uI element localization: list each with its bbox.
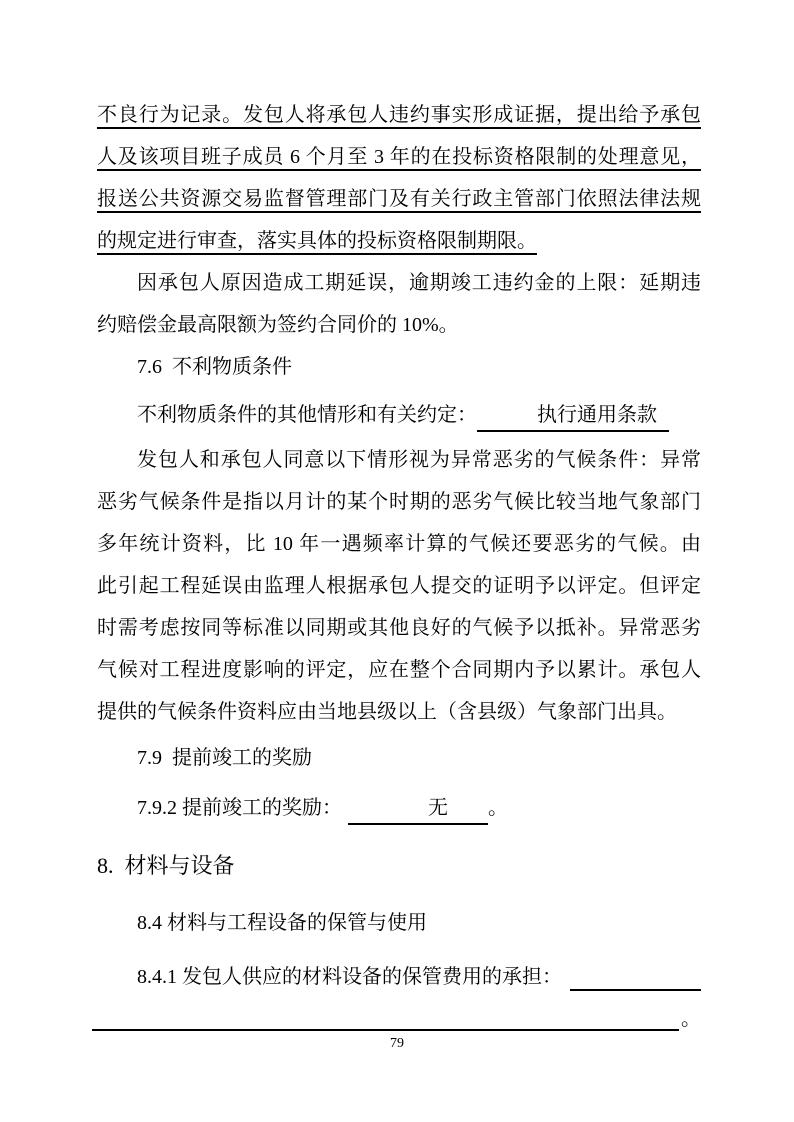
paragraph-line: 的规定进行审查，落实具体的投标资格限制期限。 xyxy=(97,230,537,252)
clause-7-6-fill-label: 不利物质条件的其他情形和有关约定： xyxy=(137,404,477,426)
clause-7-9-2-blank-field: 无 xyxy=(348,793,488,825)
clause-7-9-2-fill-line xyxy=(97,787,701,829)
clause-7-9-2-fill-label: 7.9.2 提前竣工的奖励： xyxy=(137,797,342,819)
clause-7-9-heading: 7.9 提前竣工的奖励 xyxy=(137,747,312,769)
clause-8-4-1-fill-line xyxy=(97,956,701,998)
clause-8-4-1-blank-field xyxy=(570,961,701,991)
paragraph-line: 多年统计资料，比 10 年一遇频率计算的气候还要恶劣的气候。由 xyxy=(97,533,701,555)
clause-7-6-blank-field: 执行通用条款 xyxy=(477,400,669,432)
paragraph-line: 约赔偿金最高限额为签约合同价的 10%。 xyxy=(97,314,459,336)
paragraph-violation-record xyxy=(97,94,701,262)
paragraph-delay-damages xyxy=(97,262,701,346)
paragraph-line: 因承包人原因造成工期延误，逾期竣工违约金的上限：延期违 xyxy=(137,272,701,294)
clause-7-6-fill-line xyxy=(97,394,701,436)
paragraph-line: 人及该项目班子成员 6 个月至 3 年的在投标资格限制的处理意见， xyxy=(97,146,701,168)
paragraph-line: 发包人和承包人同意以下情形视为异常恶劣的气候条件：异常 xyxy=(137,449,701,471)
section-8-heading: 8. 材料与设备 xyxy=(97,853,235,878)
page-content xyxy=(97,94,701,1040)
clause-7-6-heading: 7.6 不利物质条件 xyxy=(137,356,292,378)
clause-8-4-heading: 8.4 材料与工程设备的保管与使用 xyxy=(137,912,427,934)
paragraph-line: 此引起工程延误由监理人根据承包人提交的证明予以评定。但评定 xyxy=(97,575,701,597)
paragraph-line: 时需考虑按同等标准以同期或其他良好的气候予以抵补。异常恶劣 xyxy=(97,617,701,639)
paragraph-line: 报送公共资源交易监督管理部门及有关行政主管部门依照法律法规 xyxy=(97,188,701,210)
paragraph-line: 不良行为记录。发包人将承包人违约事实形成证据，提出给予承包 xyxy=(97,104,701,126)
clause-8-4-1-fill-label: 8.4.1 发包人供应的材料设备的保管费用的承担： xyxy=(137,966,562,988)
paragraph-line: 恶劣气候条件是指以月计的某个时期的恶劣气候比较当地气象部门 xyxy=(97,491,701,513)
clause-8-4-1-blank-field-continuation xyxy=(92,1003,679,1031)
page-number: 79 xyxy=(390,1036,404,1051)
paragraph-line: 气候对工程进度影响的评定，应在整个合同期内予以累计。承包人 xyxy=(97,659,701,681)
clause-7-9-2-period: 。 xyxy=(488,797,508,819)
paragraph-line: 提供的气候条件资料应由当地县级以上（含县级）气象部门出具。 xyxy=(97,701,677,723)
paragraph-adverse-weather xyxy=(97,439,701,733)
clause-8-4-1-period: 。 xyxy=(681,1008,701,1030)
